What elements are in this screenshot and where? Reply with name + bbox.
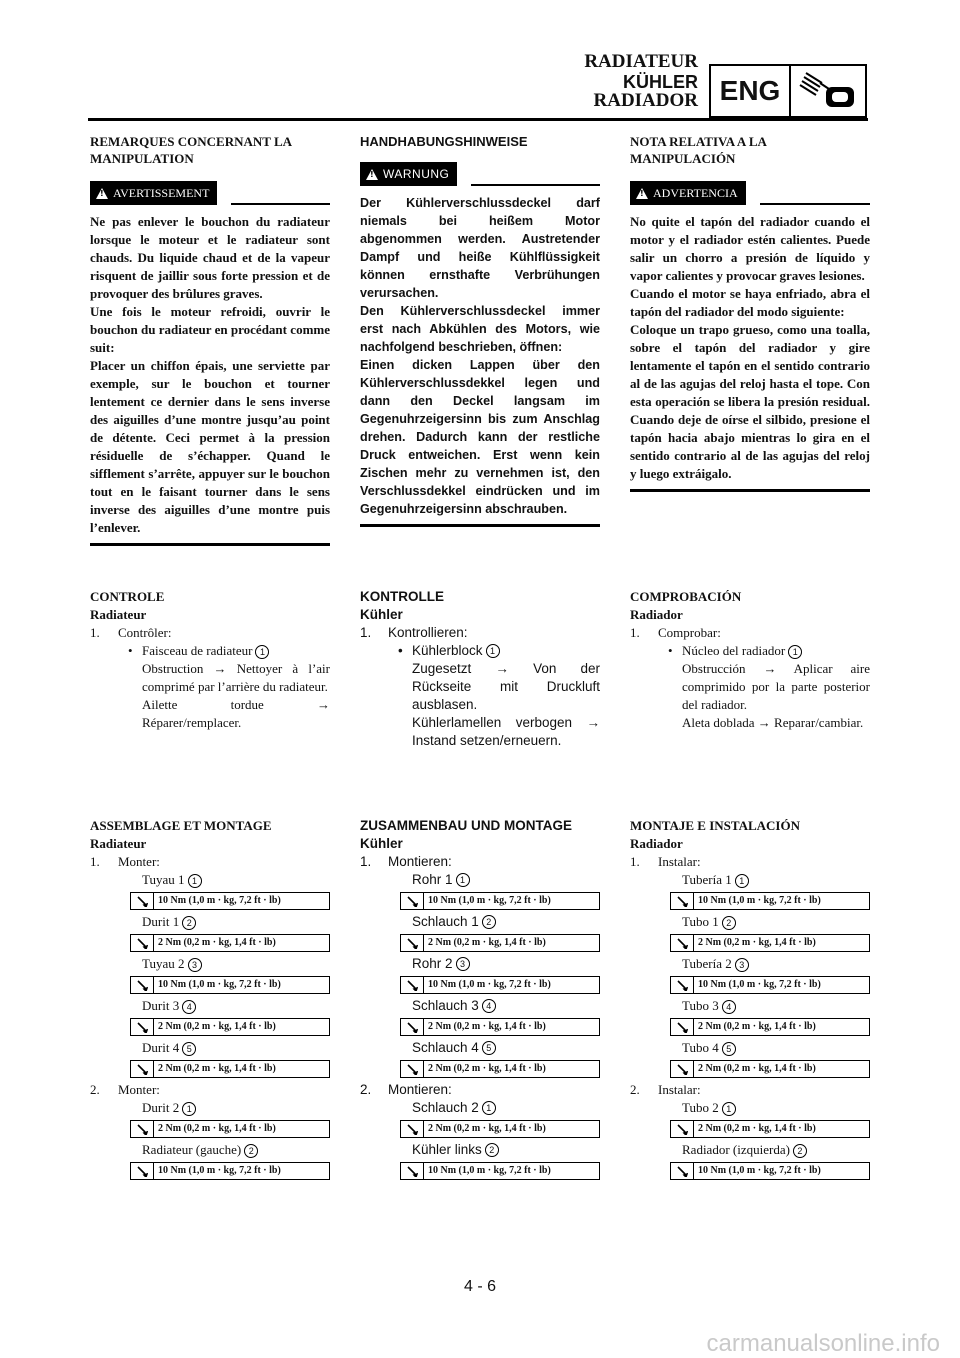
- part-item: Schlauch 1 2: [398, 913, 600, 931]
- torque-spec: 10 Nm (1,0 m · kg, 7,2 ft · lb): [670, 892, 870, 910]
- part-item: Tubo 1 2: [668, 913, 870, 931]
- part-item: Durit 4 5: [128, 1039, 330, 1057]
- section-subtitle: Radiador: [630, 836, 683, 851]
- torque-spec: 10 Nm (1,0 m · kg, 7,2 ft · lb): [130, 892, 330, 910]
- wrench-icon: [671, 1121, 694, 1137]
- callout-number: 4: [482, 999, 496, 1013]
- title-fr: RADIATEUR: [584, 51, 698, 72]
- title-de: KÜHLER: [623, 72, 698, 92]
- callout-number: 2: [182, 916, 196, 930]
- torque-spec: 2 Nm (0,2 m · kg, 1,4 ft · lb): [670, 934, 870, 952]
- warning-text: Der Kühlerverschlussdeckel darf niemals bei heißem Motor abgenommen werden. Austretender Dampf und heiße Kühlflüssigkeit können ernsthafte Verbrühungen verursachen. Den Kühlerverschlussdeckel immer erst nach Abkühlen des Motors, wie nachfolgend beschrieben, öffnen: Einen dicken Lappen über den Kühlerverschlussdekkel legen und dann den Deckel langsam im Gegenuhrzeigersinn bis zum Anschlag drehen. Dadurch kann der restliche Druck entweichen. Erst wenn kein Zischen mehr zu vernehmen ist, den Verschlussdekkel eindrücken und im Gegenuhrzeigersinn abschrauben.: [360, 196, 600, 516]
- torque-spec: 2 Nm (0,2 m · kg, 1,4 ft · lb): [130, 934, 330, 952]
- wrench-icon: [131, 1163, 154, 1179]
- eng-label: ENG: [711, 66, 791, 116]
- part-item: Durit 2 1: [128, 1099, 330, 1117]
- callout-number: 5: [722, 1042, 736, 1056]
- handling-title: HANDHABUNGSHINWEISE: [360, 134, 528, 149]
- wrench-icon: [671, 977, 694, 993]
- wrench-icon: [131, 935, 154, 951]
- torque-spec: 2 Nm (0,2 m · kg, 1,4 ft · lb): [130, 1120, 330, 1138]
- torque-spec: 10 Nm (1,0 m · kg, 7,2 ft · lb): [400, 976, 600, 994]
- wrench-icon: [131, 977, 154, 993]
- callout-number: 1: [722, 1102, 736, 1116]
- wrench-icon: [401, 977, 424, 993]
- warning-icon: [366, 169, 378, 180]
- handling-title: REMARQUES CONCERNANT LA MANIPULATION: [90, 134, 292, 166]
- wrench-icon: [131, 893, 154, 909]
- callout-number: 1: [456, 873, 470, 887]
- handling-es: [630, 133, 870, 492]
- assembly-es: [630, 817, 870, 1183]
- part-item: Schlauch 3 4: [398, 997, 600, 1015]
- callout-number: 1: [482, 1101, 496, 1115]
- torque-spec: 2 Nm (0,2 m · kg, 1,4 ft · lb): [400, 934, 600, 952]
- section-title: CONTROLE: [90, 589, 165, 604]
- part-item: Rohr 1 1: [398, 871, 600, 889]
- assembly-fr: [90, 817, 330, 1183]
- part-item: Tubo 3 4: [668, 997, 870, 1015]
- callout-number: 1: [788, 645, 802, 659]
- callout-number: 1: [735, 874, 749, 888]
- callout-number: 2: [485, 1143, 499, 1157]
- wrench-icon: [401, 893, 424, 909]
- part-item: Kühler links 2: [398, 1141, 600, 1159]
- part-item: Tuyau 1 1: [128, 871, 330, 889]
- wrench-icon: [131, 1061, 154, 1077]
- wrench-icon: [131, 1019, 154, 1035]
- step: 2. Monter:: [90, 1082, 160, 1097]
- section-subtitle: Radiateur: [90, 836, 147, 851]
- wrench-icon: [671, 935, 694, 951]
- warning-label: ! ADVERTENCIA: [630, 181, 746, 205]
- torque-spec: 10 Nm (1,0 m · kg, 7,2 ft · lb): [670, 976, 870, 994]
- page-number: 4 - 6: [463, 1278, 496, 1295]
- check-de: KONTROLLE Kühler 1. Kontrollieren: • Kühlerblock 1 Zugesetzt → Von der Rückseite mit Druckluft ausblasen. Kühlerlamellen verbogen → Instand setzen/erneuern.: [360, 589, 600, 748]
- part-item: Radiateur (gauche) 2: [128, 1141, 330, 1159]
- torque-spec: 10 Nm (1,0 m · kg, 7,2 ft · lb): [400, 892, 600, 910]
- callout-number: 2: [722, 916, 736, 930]
- torque-spec: 2 Nm (0,2 m · kg, 1,4 ft · lb): [130, 1060, 330, 1078]
- callout-number: 5: [482, 1041, 496, 1055]
- wrench-icon: [401, 1019, 424, 1035]
- part-item: Tuyau 2 3: [128, 955, 330, 973]
- warning-bar: [90, 181, 330, 205]
- part-item: Tubo 2 1: [668, 1099, 870, 1117]
- step: 1. Monter:: [90, 854, 160, 869]
- step: 2. Montieren:: [360, 1082, 452, 1097]
- step: 1. Instalar:: [630, 854, 701, 869]
- part-item: Schlauch 4 5: [398, 1039, 600, 1057]
- callout-number: 2: [482, 915, 496, 929]
- torque-spec: 2 Nm (0,2 m · kg, 1,4 ft · lb): [400, 1060, 600, 1078]
- warning-text: No quite el tapón del radiador cuando el motor y el radiador estén calientes. Puede salir un chorro a presión de líquido y vapor calientes y provocar graves lesiones. Cuando el motor se haya enfriado, abra el tapón del radiador del modo siguiente: Coloque un trapo grueso, como una toalla, sobre el tapón del radiador y gire lentamente el tapón en el sentido contrario al de las agujas del reloj hasta el tope. Con esta operación se libera la presión residual. Cuando deje de oírse el silbido, presione el tapón hacia abajo mientras lo gira en el sentido contrario al de las agujas del reloj y luego extráigalo.: [630, 214, 870, 481]
- header-rule: [88, 118, 868, 121]
- step: 2. Instalar:: [630, 1082, 701, 1097]
- warning-icon: [636, 188, 648, 199]
- part-item: Durit 1 2: [128, 913, 330, 931]
- torque-spec: 2 Nm (0,2 m · kg, 1,4 ft · lb): [400, 1018, 600, 1036]
- callout-number: 5: [182, 1042, 196, 1056]
- callout-number: 3: [735, 958, 749, 972]
- callout-number: 3: [456, 957, 470, 971]
- warning-label: ! WARNUNG: [360, 162, 457, 186]
- wrench-icon: [671, 893, 694, 909]
- wrench-icon: [671, 1061, 694, 1077]
- part-item: Radiador (izquierda) 2: [668, 1141, 870, 1159]
- assembly-de: [360, 817, 600, 1183]
- handling-de: [360, 133, 600, 527]
- callout-number: 3: [188, 958, 202, 972]
- check-es: COMPROBACIÓN Radiador 1. Comprobar: • Núcleo del radiador 1 Obstrucción → Aplicar aire comprimido por la parte posterior del radiador. Aleta doblada → Reparar/cambiar.: [630, 589, 870, 730]
- handling-title: NOTA RELATIVA A LA MANIPULACIÓN: [630, 134, 767, 166]
- section-title: COMPROBACIÓN: [630, 589, 742, 604]
- callout-number: 1: [188, 874, 202, 888]
- callout-number: 4: [722, 1000, 736, 1014]
- step: 1. Montieren:: [360, 854, 452, 869]
- wrench-icon: [401, 935, 424, 951]
- torque-spec: 10 Nm (1,0 m · kg, 7,2 ft · lb): [400, 1162, 600, 1180]
- part-item: Durit 3 4: [128, 997, 330, 1015]
- torque-spec: 2 Nm (0,2 m · kg, 1,4 ft · lb): [670, 1060, 870, 1078]
- check-fr: CONTROLE Radiateur 1. Contrôler: • Faisceau de radiateur 1 Obstruction → Nettoyer à l’air comprimé par l’arrière du radiateur. Ailette tordue → Réparer/remplacer.: [90, 589, 330, 730]
- section-title: MONTAJE E INSTALACIÓN: [630, 818, 800, 833]
- eng-badge: [709, 64, 867, 118]
- torque-spec: 10 Nm (1,0 m · kg, 7,2 ft · lb): [130, 976, 330, 994]
- section-subtitle: Radiador: [630, 607, 683, 622]
- callout-number: 1: [255, 645, 269, 659]
- wrench-icon: [131, 1121, 154, 1137]
- torque-spec: 2 Nm (0,2 m · kg, 1,4 ft · lb): [400, 1120, 600, 1138]
- part-item: Tubo 4 5: [668, 1039, 870, 1057]
- section-title: KONTROLLE: [360, 589, 444, 604]
- callout-number: 1: [486, 644, 500, 658]
- part-item: Tubería 1 1: [668, 871, 870, 889]
- section-subtitle: Radiateur: [90, 607, 147, 622]
- section-subtitle: Kühler: [360, 607, 403, 622]
- title-es: RADIADOR: [593, 90, 698, 111]
- part-item: Rohr 2 3: [398, 955, 600, 973]
- wrench-icon: [401, 1061, 424, 1077]
- warning-label: ! AVERTISSEMENT: [90, 181, 217, 205]
- warning-text: Ne pas enlever le bouchon du radiateur lorsque le moteur et le radiateur sont chauds. Du liquide chaud et de la vapeur risquent de jaillir sous forte pression et de provoquer des brûlures graves. Une fois le moteur refroidi, ouvrir le bouchon du radiateur en procédant comme suit: Placer un chiffon épais, une serviette par exemple, sur le bouchon et tourner lentement ce dernier dans le sens inverse des aiguilles d’une montre jusqu’au point de détente. Ceci permet à la pression résiduelle de s’échapper. Quand le sifflement s’arrête, appuyer sur le bouchon tout en le faisant tourner dans le sens inverse des aiguilles d’une montre puis l’enlever.: [90, 214, 330, 535]
- part-item: Tubería 2 3: [668, 955, 870, 973]
- warning-icon: [96, 188, 108, 199]
- section-title: ZUSAMMENBAU UND MONTAGE: [360, 818, 572, 833]
- callout-number: 1: [182, 1102, 196, 1116]
- section-title: ASSEMBLAGE ET MONTAGE: [90, 818, 272, 833]
- warning-bar: [630, 181, 870, 205]
- part-item: Schlauch 2 1: [398, 1099, 600, 1117]
- callout-number: 4: [182, 1000, 196, 1014]
- wrench-icon: [671, 1163, 694, 1179]
- torque-spec: 2 Nm (0,2 m · kg, 1,4 ft · lb): [130, 1018, 330, 1036]
- section-subtitle: Kühler: [360, 836, 403, 851]
- wrench-icon: [401, 1163, 424, 1179]
- callout-number: 2: [793, 1144, 807, 1158]
- warning-bar: [360, 162, 600, 186]
- torque-spec: 2 Nm (0,2 m · kg, 1,4 ft · lb): [670, 1018, 870, 1036]
- handling-fr: [90, 133, 330, 546]
- wrench-icon: [671, 1019, 694, 1035]
- wrench-icon: [401, 1121, 424, 1137]
- callout-number: 2: [244, 1144, 258, 1158]
- torque-spec: 10 Nm (1,0 m · kg, 7,2 ft · lb): [670, 1162, 870, 1180]
- watermark: carmanualsonline.info: [706, 1330, 940, 1357]
- torque-spec: 10 Nm (1,0 m · kg, 7,2 ft · lb): [130, 1162, 330, 1180]
- engine-icon: [791, 66, 865, 116]
- torque-spec: 2 Nm (0,2 m · kg, 1,4 ft · lb): [670, 1120, 870, 1138]
